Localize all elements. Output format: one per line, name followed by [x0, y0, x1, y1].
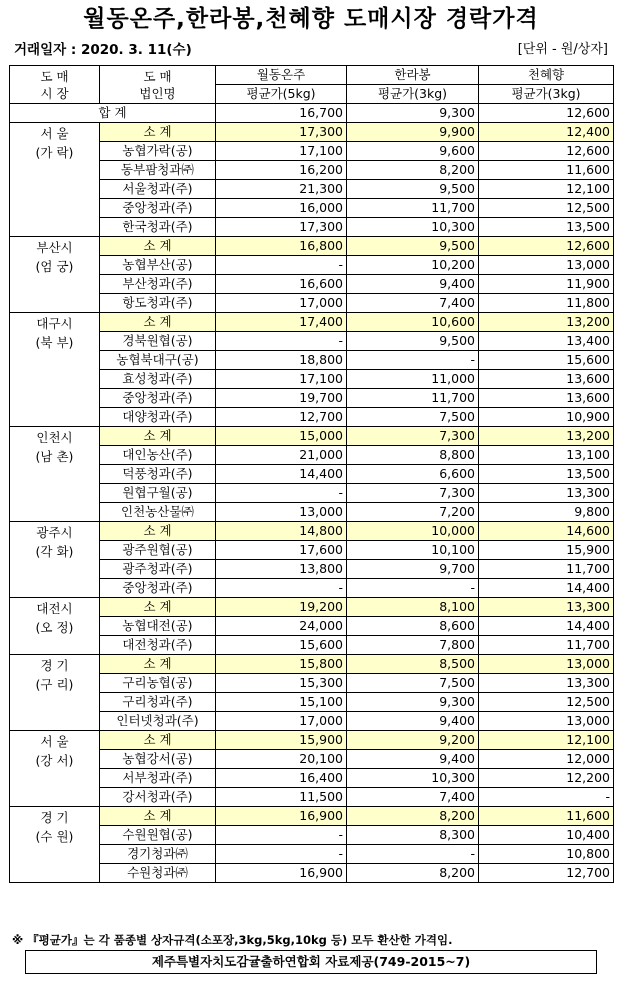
- price-value: 17,000: [216, 712, 347, 731]
- market-name: [10, 427, 100, 522]
- subtotal-row: [10, 731, 614, 750]
- corp-name: 광주청과(주): [100, 560, 216, 579]
- price-value: 21,300: [216, 180, 347, 199]
- price-value: 7,500: [347, 408, 479, 427]
- price-value: -: [216, 826, 347, 845]
- price-value: 9,500: [347, 332, 479, 351]
- price-value: 9,200: [347, 731, 479, 750]
- table-row: [10, 389, 614, 408]
- price-value: 13,000: [216, 503, 347, 522]
- market-name: [10, 731, 100, 807]
- price-value: 15,000: [216, 427, 347, 446]
- price-value: 9,400: [347, 275, 479, 294]
- corp-name: 농협부산(공): [100, 256, 216, 275]
- table-row: [10, 446, 614, 465]
- price-value: -: [216, 579, 347, 598]
- market-name: [10, 313, 100, 427]
- subtotal-label: 소 계: [100, 313, 216, 332]
- corp-name: 항도청과(주): [100, 294, 216, 313]
- subtotal-label: 소 계: [100, 655, 216, 674]
- price-value: 15,900: [479, 541, 614, 560]
- price-value: 9,800: [479, 503, 614, 522]
- market-district: (엄 궁): [35, 259, 74, 274]
- price-value: 19,700: [216, 389, 347, 408]
- price-value: 17,000: [216, 294, 347, 313]
- table-row: [10, 826, 614, 845]
- corp-name: 대전청과(주): [100, 636, 216, 655]
- price-value: 13,300: [479, 484, 614, 503]
- price-value: 14,600: [479, 522, 614, 541]
- price-value: 11,700: [479, 560, 614, 579]
- subtotal-label: 소 계: [100, 237, 216, 256]
- table-row: [10, 693, 614, 712]
- price-value: 20,100: [216, 750, 347, 769]
- price-value: 6,600: [347, 465, 479, 484]
- price-value: 7,400: [347, 788, 479, 807]
- market-name: [10, 123, 100, 237]
- price-value: 13,300: [479, 674, 614, 693]
- price-value: 10,900: [479, 408, 614, 427]
- price-value: 17,600: [216, 541, 347, 560]
- price-value: 12,100: [479, 731, 614, 750]
- market-city: 인천시: [36, 430, 73, 445]
- market-city: 대구시: [36, 316, 73, 331]
- table-row: [10, 465, 614, 484]
- price-value: 9,300: [347, 693, 479, 712]
- price-value: 10,300: [347, 218, 479, 237]
- product-header: 월동온주: [216, 66, 347, 85]
- price-value: 8,100: [347, 598, 479, 617]
- price-value: 15,600: [479, 351, 614, 370]
- price-value: 11,500: [216, 788, 347, 807]
- price-value: 11,600: [479, 807, 614, 826]
- table-row: [10, 199, 614, 218]
- price-value: 8,200: [347, 864, 479, 883]
- corp-name: 경기청과㈜: [100, 845, 216, 864]
- price-value: 13,000: [479, 712, 614, 731]
- market-name: [10, 598, 100, 655]
- price-value: -: [347, 579, 479, 598]
- price-value: 8,600: [347, 617, 479, 636]
- corp-name: 덕풍청과(주): [100, 465, 216, 484]
- price-value: 16,600: [216, 275, 347, 294]
- price-value: 13,200: [479, 427, 614, 446]
- corp-name: 강서청과(주): [100, 788, 216, 807]
- table-row: [10, 256, 614, 275]
- corp-name: 수원원협(공): [100, 826, 216, 845]
- avg-price-header: 평균가(3kg): [479, 85, 614, 104]
- total-label: 합 계: [10, 104, 216, 123]
- table-row: [10, 484, 614, 503]
- price-value: 12,100: [479, 180, 614, 199]
- corp-name: 광주원협(공): [100, 541, 216, 560]
- price-value: 11,700: [347, 389, 479, 408]
- unit-label: [단위 - 원/상자]: [517, 42, 608, 57]
- corp-name: 부산청과(주): [100, 275, 216, 294]
- table-row: [10, 275, 614, 294]
- price-value: -: [216, 845, 347, 864]
- market-header-line1: 도 매: [40, 68, 69, 84]
- corp-name: 인천농산물㈜: [100, 503, 216, 522]
- corp-name: 효성청과(주): [100, 370, 216, 389]
- header-row: [10, 66, 614, 85]
- price-value: 13,100: [479, 446, 614, 465]
- table-row: [10, 617, 614, 636]
- market-header: [10, 66, 100, 104]
- subtotal-label: 소 계: [100, 427, 216, 446]
- table-row: [10, 503, 614, 522]
- price-table-body: [10, 66, 614, 883]
- price-value: 11,700: [347, 199, 479, 218]
- table-row: [10, 636, 614, 655]
- price-value: 12,000: [479, 750, 614, 769]
- price-value: -: [479, 788, 614, 807]
- price-value: 15,300: [216, 674, 347, 693]
- price-table: [9, 65, 614, 883]
- table-row: [10, 845, 614, 864]
- market-district: (남 촌): [35, 449, 74, 464]
- corp-name: 구리청과(주): [100, 693, 216, 712]
- price-value: 12,500: [479, 693, 614, 712]
- table-row: [10, 864, 614, 883]
- table-row: [10, 712, 614, 731]
- corp-name: 대양청과(주): [100, 408, 216, 427]
- price-value: 13,600: [479, 370, 614, 389]
- price-value: -: [347, 845, 479, 864]
- corp-name: 농협북대구(공): [100, 351, 216, 370]
- price-value: 9,500: [347, 180, 479, 199]
- price-value: 13,200: [479, 313, 614, 332]
- price-value: 9,600: [347, 142, 479, 161]
- price-value: 19,200: [216, 598, 347, 617]
- table-row: [10, 560, 614, 579]
- price-value: 17,300: [216, 123, 347, 142]
- price-value: 9,900: [347, 123, 479, 142]
- market-name: [10, 522, 100, 598]
- price-value: 12,600: [479, 237, 614, 256]
- corp-header: [100, 66, 216, 104]
- corp-name: 인터넷청과(주): [100, 712, 216, 731]
- corp-name: 서울청과(주): [100, 180, 216, 199]
- table-row: [10, 750, 614, 769]
- price-value: 10,600: [347, 313, 479, 332]
- market-name: [10, 807, 100, 883]
- subtotal-row: [10, 807, 614, 826]
- table-row: [10, 370, 614, 389]
- corp-name: 동부팜청과㈜: [100, 161, 216, 180]
- market-district: (강 서): [35, 753, 74, 768]
- price-value: 12,400: [479, 123, 614, 142]
- subtotal-label: 소 계: [100, 598, 216, 617]
- market-city: 대전시: [36, 601, 73, 616]
- price-value: 11,800: [479, 294, 614, 313]
- subtotal-label: 소 계: [100, 522, 216, 541]
- price-value: 13,000: [479, 655, 614, 674]
- corp-name: 경북원협(공): [100, 332, 216, 351]
- subtotal-row: [10, 123, 614, 142]
- subtotal-row: [10, 237, 614, 256]
- price-value: 15,800: [216, 655, 347, 674]
- total-value: 16,700: [216, 104, 347, 123]
- market-city: 부산시: [36, 240, 73, 255]
- price-value: 13,500: [479, 465, 614, 484]
- price-value: 16,200: [216, 161, 347, 180]
- subtotal-label: 소 계: [100, 807, 216, 826]
- price-value: 11,700: [479, 636, 614, 655]
- price-value: 16,900: [216, 807, 347, 826]
- corp-name: 중앙청과(주): [100, 389, 216, 408]
- table-row: [10, 142, 614, 161]
- product-header: 천혜향: [479, 66, 614, 85]
- price-value: 10,800: [479, 845, 614, 864]
- price-value: -: [216, 256, 347, 275]
- table-row: [10, 408, 614, 427]
- corp-name: 대인농산(주): [100, 446, 216, 465]
- avg-price-header: 평균가(5kg): [216, 85, 347, 104]
- price-value: 14,800: [216, 522, 347, 541]
- market-city: 서 울: [40, 734, 69, 749]
- price-value: -: [216, 484, 347, 503]
- corp-name: 농협강서(공): [100, 750, 216, 769]
- corp-name: 농협대전(공): [100, 617, 216, 636]
- price-value: 7,800: [347, 636, 479, 655]
- table-row: [10, 332, 614, 351]
- avg-price-header: 평균가(3kg): [347, 85, 479, 104]
- price-value: 14,400: [479, 579, 614, 598]
- market-city: 경 기: [40, 810, 69, 825]
- subtotal-row: [10, 655, 614, 674]
- price-value: 11,900: [479, 275, 614, 294]
- total-value: 9,300: [347, 104, 479, 123]
- subtotal-row: [10, 522, 614, 541]
- price-value: 8,500: [347, 655, 479, 674]
- subtotal-row: [10, 598, 614, 617]
- price-value: 9,500: [347, 237, 479, 256]
- footnote: ※ 『평균가』는 각 품종별 상자규격(소포장,3kg,5kg,10kg 등) 모두 환산한 가격임.: [12, 933, 453, 947]
- subtotal-row: [10, 313, 614, 332]
- price-value: 13,400: [479, 332, 614, 351]
- price-value: 8,800: [347, 446, 479, 465]
- market-district: (가 락): [35, 145, 74, 160]
- price-value: 16,400: [216, 769, 347, 788]
- market-header-line2: 시 장: [40, 85, 69, 101]
- subtotal-row: [10, 427, 614, 446]
- total-value: 12,600: [479, 104, 614, 123]
- table-row: [10, 351, 614, 370]
- price-value: 7,400: [347, 294, 479, 313]
- corp-name: 한국청과(주): [100, 218, 216, 237]
- corp-name: 수원청과㈜: [100, 864, 216, 883]
- price-value: 16,900: [216, 864, 347, 883]
- table-row: [10, 674, 614, 693]
- corp-name: 원협구월(공): [100, 484, 216, 503]
- page-title: 월동온주,한라봉,천혜향 도매시장 경락가격: [83, 6, 539, 32]
- price-value: 15,100: [216, 693, 347, 712]
- product-header: 한라봉: [347, 66, 479, 85]
- price-value: 16,800: [216, 237, 347, 256]
- market-name: [10, 237, 100, 313]
- price-value: 9,400: [347, 712, 479, 731]
- price-value: 10,400: [479, 826, 614, 845]
- price-value: 13,500: [479, 218, 614, 237]
- price-value: 14,400: [479, 617, 614, 636]
- price-value: 12,200: [479, 769, 614, 788]
- price-value: 7,500: [347, 674, 479, 693]
- market-city: 서 울: [40, 126, 69, 141]
- price-value: 13,800: [216, 560, 347, 579]
- total-row: [10, 104, 614, 123]
- table-row: [10, 788, 614, 807]
- corp-name: 중앙청과(주): [100, 579, 216, 598]
- price-value: 7,300: [347, 427, 479, 446]
- price-value: 12,600: [479, 142, 614, 161]
- price-value: 18,800: [216, 351, 347, 370]
- subtotal-label: 소 계: [100, 731, 216, 750]
- price-value: 17,400: [216, 313, 347, 332]
- price-value: 7,300: [347, 484, 479, 503]
- market-district: (북 부): [35, 335, 74, 350]
- price-value: 10,100: [347, 541, 479, 560]
- market-district: (수 원): [35, 829, 74, 844]
- table-row: [10, 218, 614, 237]
- market-district: (오 정): [35, 620, 74, 635]
- market-city: 광주시: [36, 525, 73, 540]
- price-value: 14,400: [216, 465, 347, 484]
- price-value: 12,500: [479, 199, 614, 218]
- table-row: [10, 579, 614, 598]
- corp-name: 중앙청과(주): [100, 199, 216, 218]
- price-value: 9,400: [347, 750, 479, 769]
- price-value: 13,000: [479, 256, 614, 275]
- price-value: 8,200: [347, 161, 479, 180]
- corp-header-line1: 도 매: [143, 68, 172, 84]
- market-district: (구 리): [35, 677, 74, 692]
- price-value: 9,700: [347, 560, 479, 579]
- price-value: 17,100: [216, 142, 347, 161]
- price-value: 10,300: [347, 769, 479, 788]
- price-value: -: [347, 351, 479, 370]
- table-row: [10, 541, 614, 560]
- price-value: 11,600: [479, 161, 614, 180]
- price-value: 8,200: [347, 807, 479, 826]
- price-value: 16,000: [216, 199, 347, 218]
- price-value: 13,300: [479, 598, 614, 617]
- price-value: 15,600: [216, 636, 347, 655]
- price-value: -: [216, 332, 347, 351]
- price-value: 12,700: [216, 408, 347, 427]
- subtotal-label: 소 계: [100, 123, 216, 142]
- table-row: [10, 180, 614, 199]
- price-value: 24,000: [216, 617, 347, 636]
- market-district: (각 화): [35, 544, 74, 559]
- price-value: 15,900: [216, 731, 347, 750]
- market-name: [10, 655, 100, 731]
- corp-name: 서부청과(주): [100, 769, 216, 788]
- table-row: [10, 161, 614, 180]
- price-value: 12,700: [479, 864, 614, 883]
- market-city: 경 기: [40, 658, 69, 673]
- corp-name: 농협가락(공): [100, 142, 216, 161]
- price-value: 17,100: [216, 370, 347, 389]
- table-row: [10, 294, 614, 313]
- price-value: 10,000: [347, 522, 479, 541]
- price-value: 13,600: [479, 389, 614, 408]
- price-value: 11,000: [347, 370, 479, 389]
- trade-date: 거래일자 : 2020. 3. 11(수): [14, 42, 192, 58]
- source-box: 제주특별자치도감귤출하연합회 자료제공(749-2015~7): [25, 950, 597, 974]
- price-value: 17,300: [216, 218, 347, 237]
- price-value: 7,200: [347, 503, 479, 522]
- corp-name: 구리농협(공): [100, 674, 216, 693]
- table-row: [10, 769, 614, 788]
- corp-header-line2: 법인명: [139, 85, 176, 101]
- price-value: 10,200: [347, 256, 479, 275]
- price-value: 21,000: [216, 446, 347, 465]
- price-value: 8,300: [347, 826, 479, 845]
